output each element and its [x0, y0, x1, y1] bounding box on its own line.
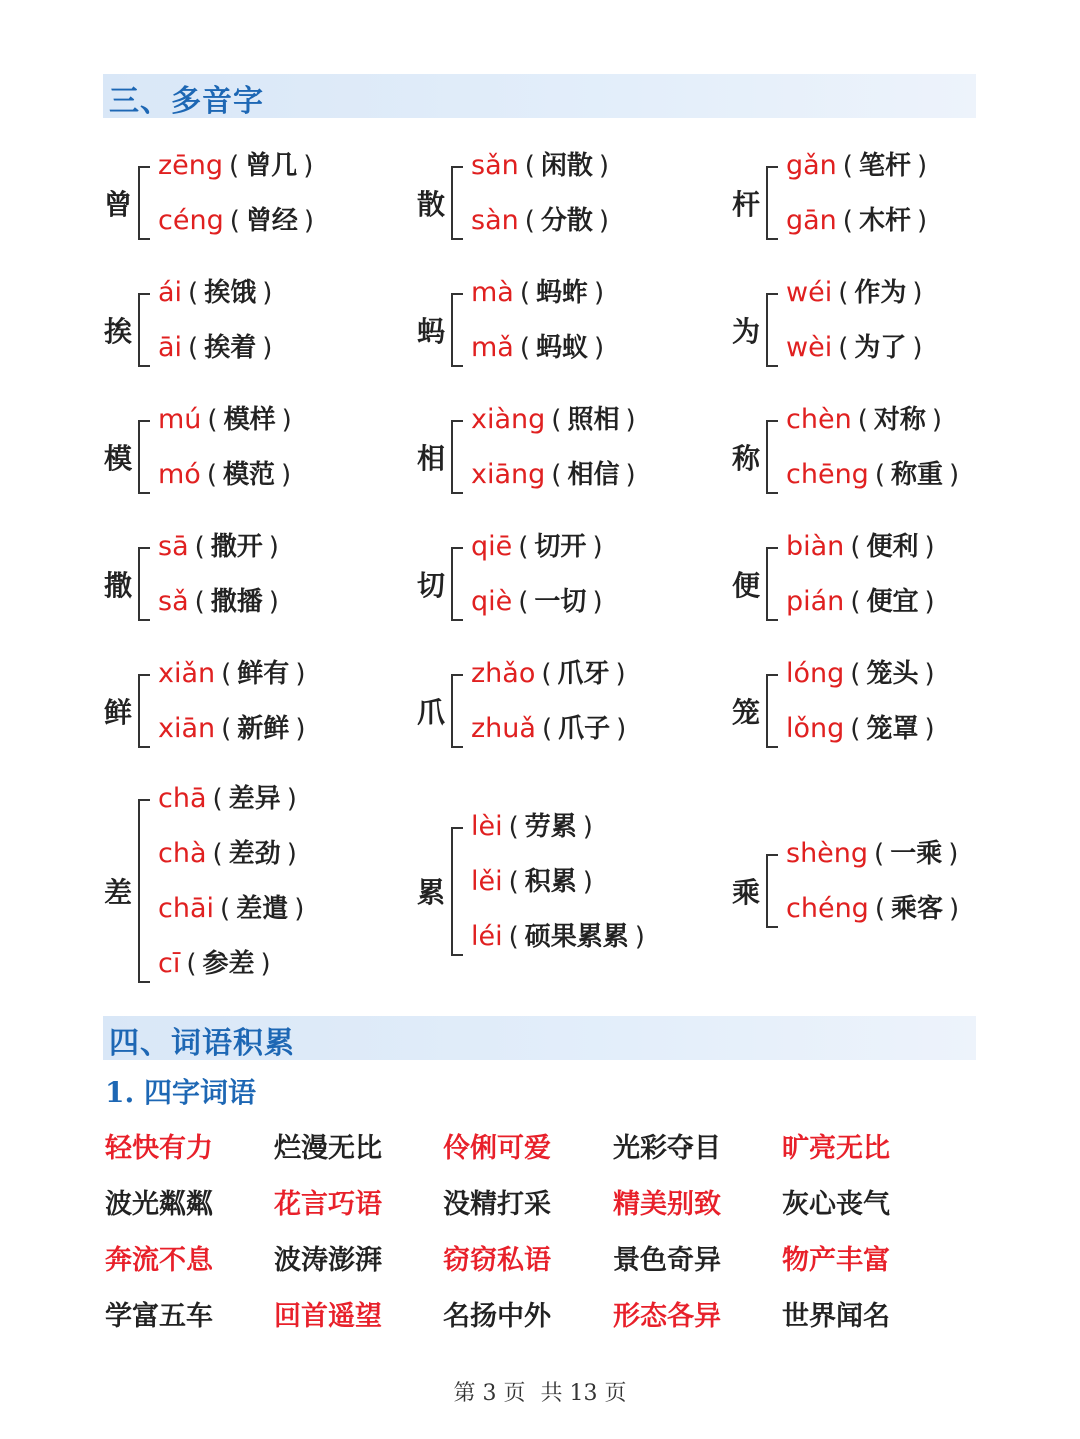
- example-word: 乘客: [890, 894, 943, 924]
- pinyin: āi: [158, 332, 183, 363]
- example-word: 曾经: [245, 206, 298, 236]
- paren-close: ): [281, 460, 292, 490]
- paren-open: (: [850, 587, 861, 617]
- example-word: 笔杆: [858, 151, 911, 181]
- example-word: 撒开: [210, 532, 263, 562]
- polyphone-character: 为: [732, 315, 761, 348]
- reading-bracket: [451, 293, 463, 367]
- reading-line: [786, 584, 941, 620]
- reading-line: [158, 330, 278, 366]
- reading-line: [471, 148, 615, 184]
- pinyin: xiàng: [471, 404, 546, 435]
- paren-open: (: [524, 151, 535, 181]
- pinyin: shèng: [786, 838, 869, 869]
- reading-bracket: [766, 166, 778, 240]
- paren-close: ): [281, 405, 292, 435]
- reading-line: [471, 919, 651, 955]
- reading-bracket: [138, 166, 150, 240]
- reading-line: [158, 946, 277, 982]
- example-word: 差遣: [236, 894, 289, 924]
- reading-line: [158, 529, 285, 565]
- polyphone-character: 模: [104, 442, 133, 475]
- paren-open: (: [518, 587, 529, 617]
- paren-close: ): [625, 460, 636, 490]
- paren-close: ): [268, 532, 279, 562]
- pinyin: biàn: [786, 531, 845, 562]
- idiom-word: 波涛澎湃: [274, 1245, 382, 1276]
- example-word: 积累: [524, 866, 577, 897]
- page-total: 共 13 页: [540, 1381, 627, 1406]
- pinyin: mó: [158, 459, 201, 490]
- pinyin: wèi: [786, 332, 833, 363]
- example-word: 木杆: [858, 206, 911, 236]
- pinyin: gǎn: [786, 150, 837, 181]
- polyphone-character: 便: [732, 569, 761, 602]
- idiom-word: 轻快有力: [105, 1133, 213, 1164]
- idiom-word: 没精打采: [443, 1189, 551, 1220]
- paren-open: (: [518, 532, 529, 562]
- paren-open: (: [186, 949, 197, 979]
- paren-close: ): [303, 206, 315, 236]
- paren-open: (: [188, 278, 199, 308]
- paren-close: ): [598, 206, 610, 236]
- reading-line: [158, 656, 311, 692]
- reading-line: [786, 529, 941, 565]
- paren-open: (: [194, 587, 205, 617]
- example-word: 闲散: [540, 151, 593, 181]
- pinyin: chā: [158, 783, 207, 814]
- idiom-word: 波光粼粼: [105, 1189, 213, 1220]
- idiom-word: 精美别致: [613, 1189, 721, 1220]
- pinyin: qiē: [471, 531, 513, 562]
- pinyin: sā: [158, 531, 189, 562]
- paren-close: ): [582, 811, 593, 842]
- example-word: 差劲: [228, 839, 281, 869]
- reading-line: [158, 275, 278, 311]
- reading-line: [471, 203, 615, 239]
- paren-open: (: [541, 714, 553, 744]
- example-word: 一乘: [890, 839, 943, 869]
- reading-line: [471, 330, 610, 366]
- pinyin: gān: [786, 205, 837, 236]
- reading-bracket: [766, 674, 778, 748]
- example-word: 笼罩: [866, 714, 919, 744]
- pinyin: xiāng: [471, 459, 546, 490]
- example-word: 新鲜: [237, 714, 290, 744]
- paren-open: (: [551, 405, 562, 435]
- idiom-word: 学富五车: [105, 1301, 213, 1332]
- paren-open: (: [212, 784, 223, 814]
- paren-open: (: [508, 866, 519, 897]
- paren-close: ): [634, 921, 645, 952]
- polyphone-character: 累: [417, 876, 446, 909]
- reading-line: [471, 656, 632, 692]
- reading-line: [158, 836, 303, 872]
- example-word: 作为: [854, 278, 907, 308]
- paren-close: ): [916, 206, 928, 236]
- paren-close: ): [582, 866, 593, 897]
- reading-bracket: [451, 420, 463, 494]
- idiom-word: 形态各异: [613, 1301, 721, 1332]
- paren-close: ): [592, 532, 603, 562]
- polyphone-character: 鲜: [104, 696, 133, 729]
- example-word: 分散: [540, 206, 593, 236]
- reading-bracket: [451, 547, 463, 621]
- paren-open: (: [221, 714, 232, 744]
- polyphone-character: 杆: [732, 188, 761, 221]
- paren-open: (: [874, 460, 885, 490]
- example-word: 爪子: [558, 714, 611, 744]
- example-word: 差异: [228, 784, 281, 814]
- reading-line: [786, 203, 933, 239]
- idiom-word: 物产丰富: [782, 1245, 890, 1276]
- polyphone-character: 称: [732, 442, 761, 475]
- reading-line: [786, 402, 948, 438]
- paren-close: ): [931, 405, 943, 435]
- paren-open: (: [850, 532, 861, 562]
- pinyin: chà: [158, 838, 207, 869]
- reading-line: [471, 529, 609, 565]
- paren-open: (: [551, 460, 562, 490]
- reading-line: [158, 402, 298, 438]
- example-word: 爪牙: [557, 659, 610, 689]
- reading-line: [471, 711, 632, 747]
- paren-close: ): [912, 333, 923, 363]
- idiom-word: 花言巧语: [274, 1189, 382, 1220]
- pinyin: céng: [158, 205, 224, 236]
- reading-bracket: [138, 293, 150, 367]
- reading-bracket: [766, 854, 778, 928]
- reading-bracket: [766, 547, 778, 621]
- pinyin: cī: [158, 948, 181, 979]
- reading-line: [786, 891, 965, 927]
- paren-open: (: [220, 894, 231, 924]
- paren-close: ): [303, 151, 314, 181]
- example-word: 劳累: [524, 811, 577, 842]
- paren-open: (: [850, 714, 861, 744]
- example-word: 称重: [890, 460, 943, 490]
- pinyin: chāi: [158, 893, 215, 924]
- example-word: 为了: [854, 333, 907, 363]
- paren-close: ): [295, 714, 306, 744]
- paren-open: (: [188, 333, 199, 363]
- polyphone-character: 蚂: [417, 315, 446, 348]
- paren-close: ): [262, 278, 273, 308]
- paren-open: (: [229, 206, 240, 236]
- paren-open: (: [519, 333, 531, 363]
- paren-close: ): [594, 333, 605, 363]
- paren-close: ): [949, 894, 960, 924]
- pinyin: zēng: [158, 150, 224, 181]
- reading-line: [158, 584, 285, 620]
- reading-line: [786, 275, 929, 311]
- paren-close: ): [924, 659, 935, 689]
- example-word: 鲜有: [237, 659, 290, 689]
- paren-open: (: [541, 659, 552, 689]
- example-word: 蚂蚁: [536, 333, 589, 363]
- reading-bracket: [766, 293, 778, 367]
- example-word: 硕果累累: [524, 921, 629, 952]
- idiom-word: 灰心丧气: [782, 1189, 890, 1220]
- pinyin: mà: [471, 277, 514, 308]
- reading-line: [786, 711, 941, 747]
- paren-close: ): [262, 333, 273, 363]
- paren-open: (: [508, 921, 519, 952]
- example-word: 一切: [534, 587, 587, 617]
- pinyin: wéi: [786, 277, 833, 308]
- example-word: 挨着: [204, 333, 257, 363]
- paren-open: (: [842, 151, 853, 181]
- paren-close: ): [924, 714, 935, 744]
- paren-open: (: [842, 206, 853, 236]
- paren-open: (: [524, 206, 535, 236]
- idiom-word: 景色奇异: [613, 1245, 721, 1276]
- reading-line: [471, 275, 610, 311]
- paren-close: ): [286, 839, 297, 869]
- paren-open: (: [221, 659, 232, 689]
- example-word: 切开: [534, 532, 587, 562]
- paren-close: ): [295, 659, 306, 689]
- polyphone-character: 笼: [732, 696, 761, 729]
- paren-close: ): [625, 405, 636, 435]
- pinyin: mú: [158, 404, 202, 435]
- polyphone-character: 切: [417, 569, 446, 602]
- pinyin: chèn: [786, 404, 852, 435]
- reading-bracket: [138, 547, 150, 621]
- paren-close: ): [594, 278, 605, 308]
- section-header-polyphones: [103, 74, 976, 118]
- reading-bracket: [451, 827, 463, 956]
- polyphone-character: 撒: [104, 569, 133, 602]
- reading-line: [158, 457, 297, 493]
- reading-bracket: [766, 420, 778, 494]
- section-header-vocabulary: [103, 1016, 976, 1060]
- pinyin: qiè: [471, 586, 513, 617]
- reading-line: [786, 457, 965, 493]
- paren-open: (: [508, 811, 519, 842]
- reading-line: [158, 203, 320, 239]
- paren-close: ): [268, 587, 279, 617]
- example-word: 照相: [567, 405, 620, 435]
- reading-line: [158, 891, 310, 927]
- paren-close: ): [615, 659, 626, 689]
- pinyin: mǎ: [471, 332, 514, 363]
- reading-line: [158, 148, 319, 184]
- reading-line: [471, 402, 642, 438]
- subsection-title: 1. 四字词语: [105, 1076, 256, 1109]
- polyphone-character: 乘: [732, 876, 761, 909]
- example-word: 相信: [567, 460, 620, 490]
- reading-line: [786, 148, 933, 184]
- paren-close: ): [916, 151, 928, 181]
- reading-line: [471, 457, 642, 493]
- pinyin: ái: [158, 277, 183, 308]
- pinyin: sǎ: [158, 586, 189, 617]
- paren-close: ): [924, 532, 935, 562]
- paren-open: (: [874, 839, 885, 869]
- reading-bracket: [451, 166, 463, 240]
- paren-open: (: [857, 405, 868, 435]
- paren-close: ): [592, 587, 603, 617]
- reading-line: [786, 330, 929, 366]
- pinyin: xiǎn: [158, 658, 216, 689]
- idiom-word: 烂漫无比: [274, 1133, 382, 1164]
- reading-bracket: [138, 799, 150, 983]
- reading-bracket: [451, 674, 463, 748]
- polyphone-character: 差: [104, 876, 133, 909]
- reading-line: [158, 711, 311, 747]
- idiom-word: 光彩夺目: [613, 1133, 721, 1164]
- pinyin: xiān: [158, 713, 216, 744]
- paren-open: (: [206, 460, 217, 490]
- section-title: 三、多音字: [109, 84, 264, 119]
- paren-close: ): [286, 784, 297, 814]
- pinyin: zhuǎ: [471, 713, 536, 744]
- example-word: 笼头: [866, 659, 919, 689]
- polyphone-character: 曾: [104, 188, 133, 221]
- example-word: 模样: [223, 405, 276, 435]
- pinyin: sàn: [471, 205, 519, 236]
- reading-bracket: [138, 674, 150, 748]
- example-word: 挨饿: [204, 278, 257, 308]
- paren-open: (: [850, 659, 861, 689]
- page-number: 第 3 页: [453, 1381, 526, 1406]
- reading-line: [158, 781, 303, 817]
- idiom-word: 奔流不息: [105, 1245, 213, 1276]
- example-word: 曾几: [245, 151, 298, 181]
- example-word: 参差: [202, 949, 255, 979]
- paren-open: (: [212, 839, 223, 869]
- example-word: 对称: [873, 405, 926, 435]
- pinyin: lóng: [786, 658, 845, 689]
- paren-close: ): [949, 460, 960, 490]
- pinyin: chēng: [786, 459, 869, 490]
- reading-line: [471, 584, 609, 620]
- paren-open: (: [229, 151, 240, 181]
- page-footer: [0, 1376, 1080, 1407]
- polyphone-character: 散: [417, 188, 446, 221]
- idiom-word: 世界闻名: [782, 1301, 890, 1332]
- section-title: 四、词语积累: [109, 1026, 295, 1061]
- paren-close: ): [912, 278, 923, 308]
- pinyin: zhǎo: [471, 658, 536, 689]
- example-word: 撒播: [210, 587, 263, 617]
- paren-open: (: [838, 278, 849, 308]
- reading-line: [471, 809, 599, 845]
- paren-open: (: [194, 532, 205, 562]
- idiom-word: 窃窃私语: [443, 1245, 551, 1276]
- paren-open: (: [874, 894, 885, 924]
- reading-bracket: [138, 420, 150, 494]
- example-word: 便宜: [866, 587, 919, 617]
- idiom-word: 回首遥望: [274, 1301, 382, 1332]
- pinyin: lěi: [471, 865, 503, 897]
- paren-open: (: [838, 333, 849, 363]
- pinyin: lèi: [471, 810, 503, 842]
- polyphone-character: 相: [417, 442, 446, 475]
- pinyin: lǒng: [786, 713, 845, 744]
- paren-close: ): [616, 714, 627, 744]
- pinyin: pián: [786, 586, 845, 617]
- paren-close: ): [924, 587, 935, 617]
- pinyin: chéng: [786, 893, 869, 924]
- pinyin: léi: [471, 920, 503, 952]
- paren-close: ): [948, 839, 959, 869]
- reading-line: [786, 836, 964, 872]
- paren-close: ): [294, 894, 305, 924]
- idiom-word: 名扬中外: [443, 1301, 551, 1332]
- paren-open: (: [519, 278, 531, 308]
- reading-line: [471, 864, 599, 900]
- polyphone-character: 挨: [104, 315, 133, 348]
- paren-open: (: [207, 405, 218, 435]
- example-word: 蚂蚱: [536, 278, 589, 308]
- idiom-word: 伶俐可爱: [443, 1133, 551, 1164]
- pinyin: sǎn: [471, 150, 519, 181]
- idiom-word: 旷亮无比: [782, 1133, 890, 1164]
- paren-close: ): [598, 151, 610, 181]
- example-word: 便利: [866, 532, 919, 562]
- paren-close: ): [260, 949, 271, 979]
- reading-line: [786, 656, 941, 692]
- polyphone-character: 爪: [417, 696, 446, 729]
- example-word: 模范: [222, 460, 275, 490]
